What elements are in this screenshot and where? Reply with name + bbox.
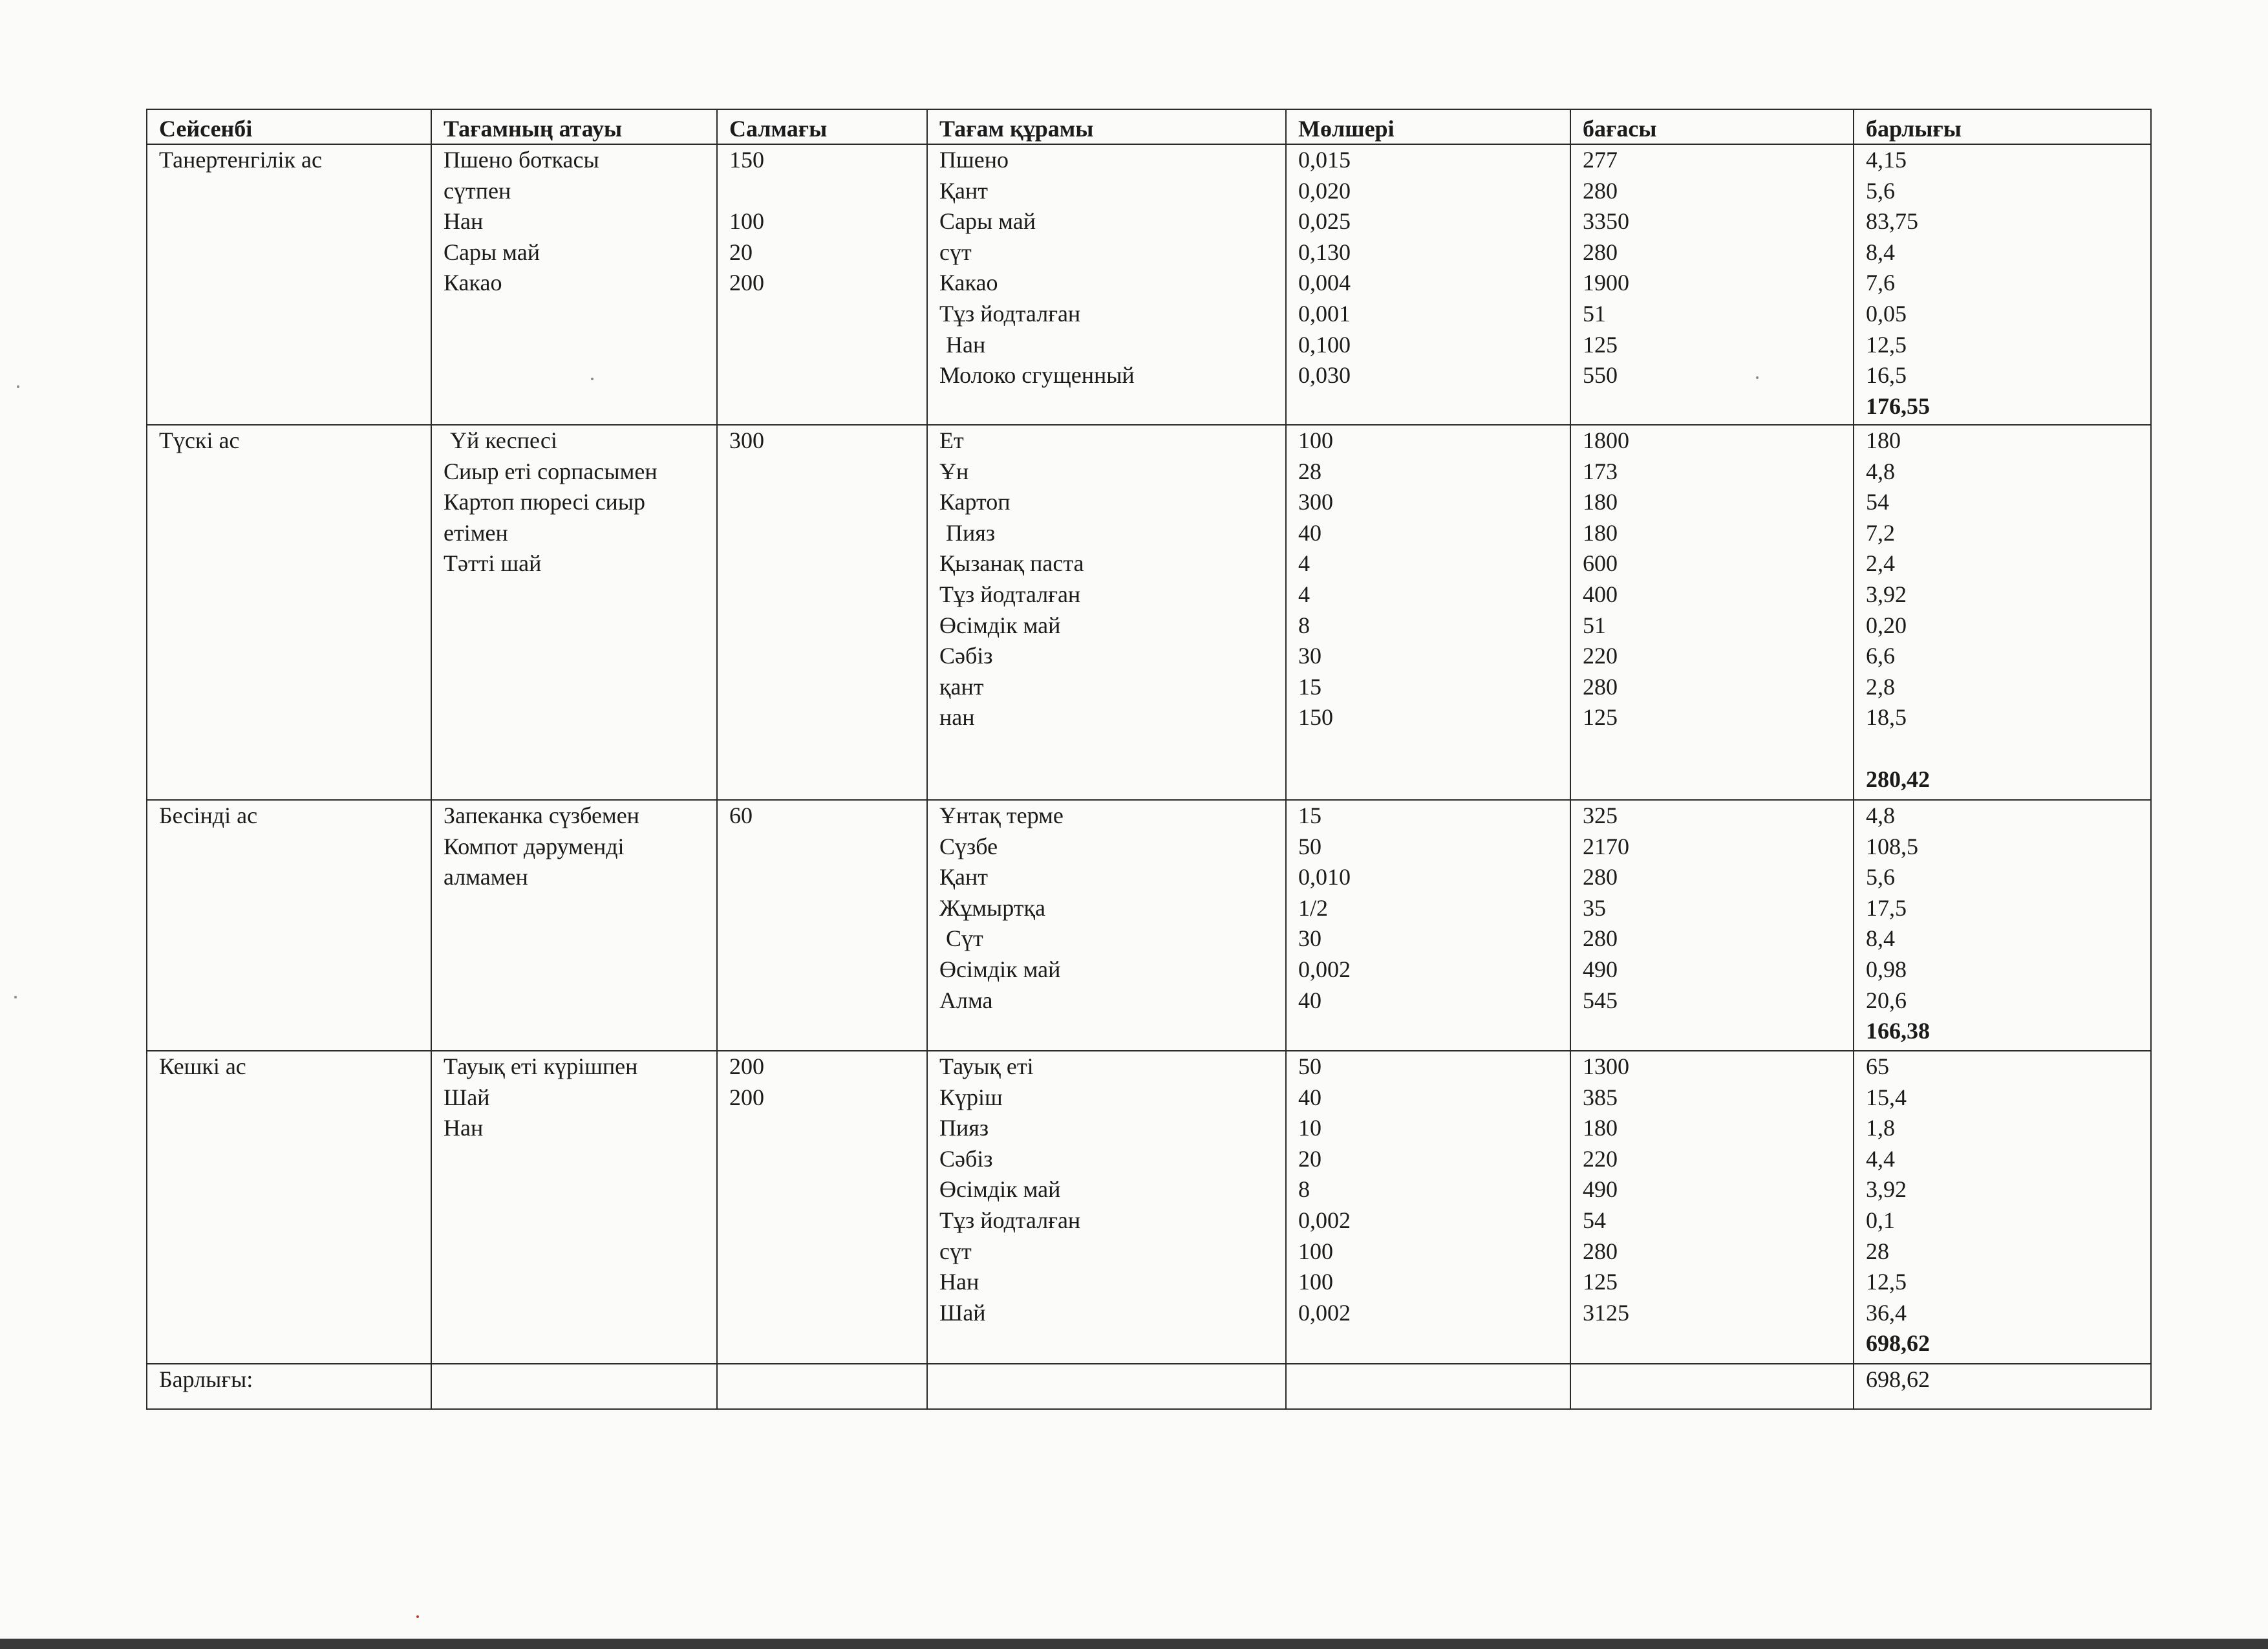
price-item: 280 (1583, 177, 1618, 204)
amount-item: 15 (1298, 673, 1321, 700)
amount-item: 50 (1298, 1053, 1321, 1079)
price-list (1570, 800, 1854, 1051)
header-dish: Тағамның атауы (431, 109, 717, 144)
dish-item: алмамен (444, 864, 528, 890)
header-composition: Тағам құрамы (927, 109, 1286, 144)
price-item: 1800 (1583, 427, 1629, 453)
total-item: 65 (1866, 1053, 1889, 1079)
meal-row-dinner (147, 1051, 2151, 1364)
amount-list (1286, 144, 1570, 425)
dish-item: Какао (444, 270, 502, 296)
amount-list (1286, 800, 1570, 1051)
amount-item: 8 (1298, 1176, 1310, 1203)
price-list (1570, 1051, 1854, 1364)
meal-row-lunch (147, 425, 2151, 800)
ingredient-item: нан (939, 704, 975, 731)
amount-item: 100 (1298, 1269, 1333, 1295)
total-item: 12,5 (1866, 331, 1907, 358)
amount-item: 100 (1298, 427, 1333, 453)
scan-speck (14, 996, 17, 998)
ingredient-item: Нан (939, 1269, 979, 1295)
amount-item: 10 (1298, 1115, 1321, 1141)
meal-row-breakfast (147, 144, 2151, 425)
dish-list (431, 800, 717, 1051)
footer-row (147, 1364, 2151, 1409)
total-item: 4,8 (1866, 803, 1895, 828)
ingredient-list (927, 800, 1286, 1051)
amount-item: 0,010 (1298, 864, 1351, 890)
amount-item: 40 (1298, 519, 1321, 546)
price-item: 277 (1583, 147, 1618, 173)
total-item: 5,6 (1866, 864, 1895, 890)
ingredient-item: сүт (939, 1238, 972, 1264)
meal-name: Танертенгілік ас (147, 144, 431, 425)
footer-label: Барлығы: (147, 1364, 431, 1409)
ingredient-item: Өсімдік май (939, 612, 1061, 638)
total-item: 28 (1866, 1238, 1889, 1264)
amount-item: 4 (1298, 581, 1310, 607)
amount-item: 150 (1298, 704, 1333, 731)
amount-item: 300 (1298, 489, 1333, 515)
total-item: 4,15 (1866, 147, 1907, 173)
ingredient-item: Тұз йодталған (939, 300, 1081, 327)
meal-subtotal: 176,55 (1866, 393, 1930, 419)
ingredient-item: Сары май (939, 208, 1036, 235)
dish-item: сүтпен (444, 177, 511, 204)
amount-item: 0,002 (1298, 1207, 1351, 1233)
amount-item: 4 (1298, 550, 1310, 577)
dish-list (431, 425, 717, 800)
scan-speck (591, 378, 594, 380)
scan-bottom-edge (0, 1639, 2268, 1649)
dish-item: Шай (444, 1084, 490, 1110)
total-item: 36,4 (1866, 1299, 1907, 1326)
price-item: 2170 (1583, 833, 1629, 859)
price-item: 220 (1583, 1145, 1618, 1172)
price-item: 545 (1583, 987, 1618, 1013)
price-item: 600 (1583, 550, 1618, 577)
price-item: 1300 (1583, 1053, 1629, 1079)
ingredient-item: Ұн (939, 458, 969, 484)
price-item: 385 (1583, 1084, 1618, 1110)
dish-item: етімен (444, 519, 508, 546)
dish-item: Пшено боткасы (444, 147, 599, 173)
amount-item: 8 (1298, 612, 1310, 638)
weight-item: 100 (729, 208, 764, 235)
ingredient-item: Тұз йодталған (939, 1207, 1081, 1233)
price-item: 490 (1583, 956, 1618, 982)
amount-item: 0,002 (1298, 956, 1351, 982)
dish-item: Үй кеспесі (450, 427, 557, 453)
total-list (1854, 425, 2151, 800)
total-item: 15,4 (1866, 1084, 1907, 1110)
dish-item: Запеканка сүзбемен (444, 803, 639, 828)
amount-item: 28 (1298, 458, 1321, 484)
price-item: 325 (1583, 803, 1618, 828)
amount-item: 0,130 (1298, 239, 1351, 265)
amount-list (1286, 1051, 1570, 1364)
price-item: 180 (1583, 1115, 1618, 1141)
price-item: 280 (1583, 925, 1618, 952)
weight-item: 200 (729, 1084, 764, 1110)
price-item: 280 (1583, 864, 1618, 890)
footer-empty-cell (1570, 1364, 1854, 1409)
amount-item: 0,020 (1298, 177, 1351, 204)
menu-table (146, 109, 2152, 1410)
ingredient-list (927, 425, 1286, 800)
total-item: 54 (1866, 489, 1889, 515)
price-item: 550 (1583, 362, 1618, 389)
amount-item: 50 (1298, 833, 1321, 859)
weight-list (717, 1051, 927, 1364)
scan-speck (416, 1615, 419, 1618)
ingredient-item: сүт (939, 239, 972, 265)
ingredient-item: Сүт (946, 925, 983, 952)
total-item: 5,6 (1866, 177, 1895, 204)
total-item: 18,5 (1866, 704, 1907, 731)
ingredient-item: Тауық еті (939, 1053, 1034, 1079)
price-item: 180 (1583, 489, 1618, 515)
weight-item: 20 (729, 239, 753, 265)
amount-item: 30 (1298, 925, 1321, 952)
weight-list (717, 144, 927, 425)
weight-item: 150 (729, 147, 764, 173)
ingredient-item: Пшено (939, 147, 1009, 173)
amount-list (1286, 425, 1570, 800)
ingredient-item: Жұмыртқа (939, 894, 1045, 921)
price-item: 280 (1583, 1238, 1618, 1264)
total-item: 7,6 (1866, 270, 1895, 296)
weight-item: 60 (729, 803, 753, 828)
amount-item: 15 (1298, 803, 1321, 828)
ingredient-item: Картоп (939, 489, 1011, 515)
menu-document (146, 109, 2150, 1410)
amount-item: 20 (1298, 1145, 1321, 1172)
ingredient-item: Пияз (946, 519, 996, 546)
price-item: 125 (1583, 704, 1618, 731)
total-item: 83,75 (1866, 208, 1918, 235)
amount-item: 0,100 (1298, 331, 1351, 358)
ingredient-item: Қант (939, 177, 988, 204)
price-item: 51 (1583, 300, 1606, 327)
ingredient-item: Сүзбе (939, 833, 998, 859)
header-day: Сейсенбі (147, 109, 431, 144)
dish-list (431, 144, 717, 425)
header-total: барлығы (1854, 109, 2151, 144)
total-item: 0,98 (1866, 956, 1907, 982)
footer-empty-cell (927, 1364, 1286, 1409)
footer-empty-cell (1286, 1364, 1570, 1409)
amount-item: 0,015 (1298, 147, 1351, 173)
spacer (1866, 733, 2150, 764)
price-item: 3350 (1583, 208, 1629, 235)
amount-item: 1/2 (1298, 894, 1329, 921)
dish-item: Нан (444, 208, 484, 235)
header-amount: Мөлшері (1286, 109, 1570, 144)
weight-list (717, 800, 927, 1051)
total-item: 3,92 (1866, 1176, 1907, 1203)
amount-item: 100 (1298, 1238, 1333, 1264)
meal-name: Түскі ас (147, 425, 431, 800)
amount-item: 0,001 (1298, 300, 1351, 327)
amount-item: 0,004 (1298, 270, 1351, 296)
total-item: 8,4 (1866, 239, 1895, 265)
total-list (1854, 144, 2151, 425)
footer-empty-cell (431, 1364, 717, 1409)
header-price: бағасы (1570, 109, 1854, 144)
price-list (1570, 425, 1854, 800)
price-item: 125 (1583, 331, 1618, 358)
scan-speck (1756, 376, 1759, 379)
price-item: 280 (1583, 239, 1618, 265)
meal-subtotal: 698,62 (1866, 1330, 1930, 1357)
total-item: 8,4 (1866, 925, 1895, 952)
ingredient-item: Қант (939, 864, 988, 890)
weight-item (729, 176, 926, 207)
ingredient-item: қант (939, 673, 984, 700)
amount-item: 40 (1298, 1084, 1321, 1110)
ingredient-item: Нан (946, 331, 986, 358)
dish-item: Компот дәруменді (444, 833, 625, 859)
total-item: 6,6 (1866, 643, 1895, 669)
meal-subtotal: 166,38 (1866, 1018, 1930, 1044)
total-item: 4,4 (1866, 1145, 1895, 1172)
price-item: 35 (1583, 894, 1606, 921)
meal-subtotal: 280,42 (1866, 766, 1930, 792)
price-item: 125 (1583, 1269, 1618, 1295)
dish-item: Нан (444, 1115, 484, 1141)
total-item: 0,1 (1866, 1207, 1895, 1233)
amount-item: 30 (1298, 643, 1321, 669)
price-item: 3125 (1583, 1299, 1629, 1326)
ingredient-item: Сәбіз (939, 643, 993, 669)
dish-list (431, 1051, 717, 1364)
weight-item: 200 (729, 270, 764, 296)
price-item: 490 (1583, 1176, 1618, 1203)
ingredient-item: Шай (939, 1299, 986, 1326)
total-item: 2,4 (1866, 550, 1895, 577)
grand-total: 698,62 (1854, 1364, 2151, 1409)
price-item: 180 (1583, 519, 1618, 546)
amount-item: 0,002 (1298, 1299, 1351, 1326)
meal-row-snack (147, 800, 2151, 1051)
total-item: 108,5 (1866, 833, 1918, 859)
total-list (1854, 1051, 2151, 1364)
ingredient-item: Тұз йодталған (939, 581, 1081, 607)
ingredient-item: Какао (939, 270, 998, 296)
weight-item: 200 (729, 1053, 764, 1079)
price-list (1570, 144, 1854, 425)
total-item: 1,8 (1866, 1115, 1895, 1141)
total-list (1854, 800, 2151, 1051)
weight-list (717, 425, 927, 800)
dish-item: Тәтті шай (444, 550, 542, 577)
ingredient-list (927, 144, 1286, 425)
ingredient-item: Күріш (939, 1084, 1003, 1110)
price-item: 51 (1583, 612, 1606, 638)
total-item: 180 (1866, 427, 1901, 453)
meal-name: Кешкі ас (147, 1051, 431, 1364)
ingredient-item: Ұнтақ терме (939, 803, 1064, 828)
dish-item: Картоп пюресі сиыр (444, 489, 646, 515)
price-item: 400 (1583, 581, 1618, 607)
ingredient-item: Ет (939, 427, 964, 453)
amount-item: 40 (1298, 987, 1321, 1013)
ingredient-item: Алма (939, 987, 993, 1013)
ingredient-item: Пияз (939, 1115, 989, 1141)
scan-speck (17, 385, 19, 388)
header-row (147, 109, 2151, 144)
total-item: 3,92 (1866, 581, 1907, 607)
amount-item: 0,025 (1298, 208, 1351, 235)
ingredient-item: Өсімдік май (939, 1176, 1061, 1203)
ingredient-list (927, 1051, 1286, 1364)
total-item: 7,2 (1866, 519, 1895, 546)
total-item: 16,5 (1866, 362, 1907, 389)
total-item: 0,05 (1866, 300, 1907, 327)
total-item: 0,20 (1866, 612, 1907, 638)
footer-empty-cell (717, 1364, 927, 1409)
price-item: 54 (1583, 1207, 1606, 1233)
price-item: 280 (1583, 673, 1618, 700)
dish-item: Сары май (444, 239, 540, 265)
ingredient-item: Қызанақ паста (939, 550, 1084, 577)
header-weight: Салмағы (717, 109, 927, 144)
price-item: 1900 (1583, 270, 1629, 296)
total-item: 12,5 (1866, 1269, 1907, 1295)
dish-item: Тауық еті күрішпен (444, 1053, 638, 1079)
dish-item: Сиыр еті сорпасымен (444, 458, 658, 484)
ingredient-item: Сәбіз (939, 1145, 993, 1172)
total-item: 4,8 (1866, 458, 1895, 484)
amount-item: 0,030 (1298, 362, 1351, 389)
price-item: 220 (1583, 643, 1618, 669)
price-item: 173 (1583, 458, 1618, 484)
ingredient-item: Молоко сгущенный (939, 362, 1135, 389)
total-item: 2,8 (1866, 673, 1895, 700)
meal-name: Бесінді ас (147, 800, 431, 1051)
total-item: 17,5 (1866, 894, 1907, 921)
ingredient-item: Өсімдік май (939, 956, 1061, 982)
total-item: 20,6 (1866, 987, 1907, 1013)
weight-item: 300 (729, 427, 764, 453)
